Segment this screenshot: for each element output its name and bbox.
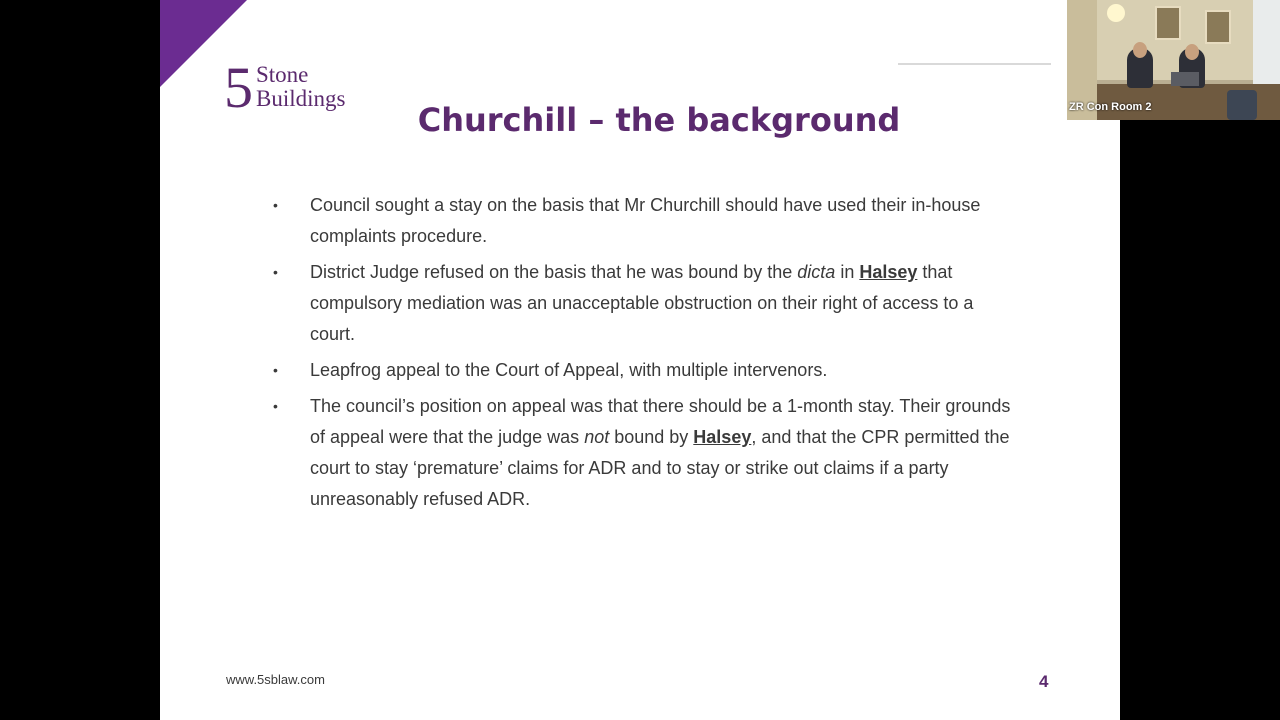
case-reference: Halsey <box>693 427 752 447</box>
bullet-dot-icon: • <box>273 362 278 378</box>
participant-name-label: ZR Con Room 2 <box>1069 101 1152 113</box>
bullet-dot-icon: • <box>273 264 278 280</box>
bullet-text: District Judge refused on the basis that he was bound by the <box>310 262 798 282</box>
bullet-text: that compulsory mediation was an unacceptable obstruction on their right of access to a court. <box>310 262 974 344</box>
emphasis-text: not <box>584 427 610 447</box>
video-laptop <box>1171 72 1199 86</box>
bullet-text: The council’s position on appeal was that there should be a 1-month stay. Their grounds of appeal were that the judge was <box>310 396 1011 447</box>
page-number: 4 <box>1039 672 1049 691</box>
bullet-dot-icon: • <box>273 197 278 213</box>
footer-url: www.5sblaw.com <box>226 672 325 687</box>
logo-digit: 5 <box>224 55 253 120</box>
video-picture-frame <box>1205 10 1231 44</box>
bullet-item <box>270 355 1020 386</box>
bullet-text: , and that the CPR permitted the court to stay ‘premature’ claims for ADR and to stay or strike out claims if a party unreasonably refused ADR. <box>310 427 1010 509</box>
bullet-text: Council sought a stay on the basis that Mr Churchill should have used their in-house complaints procedure. <box>310 195 981 246</box>
bullet-list <box>270 190 1020 520</box>
participant-video-tile[interactable] <box>1067 0 1280 120</box>
bullet-dot-icon: • <box>273 398 278 414</box>
video-chair <box>1227 90 1257 120</box>
case-reference: Halsey <box>859 262 918 282</box>
slide-title: Churchill – the background <box>417 101 901 139</box>
video-lamp <box>1107 4 1125 22</box>
logo-word-buildings: Buildings <box>256 86 346 111</box>
video-person-head <box>1133 42 1147 58</box>
bullet-item <box>270 257 1020 350</box>
bullet-item <box>270 391 1020 515</box>
video-person-head <box>1185 44 1199 60</box>
presentation-slide <box>160 0 1120 720</box>
bullet-text: Leapfrog appeal to the Court of Appeal, with multiple intervenors. <box>310 360 828 380</box>
bullet-text: bound by <box>609 427 694 447</box>
logo-word-stone: Stone <box>256 62 309 87</box>
video-window <box>1253 0 1280 90</box>
video-picture-frame <box>1155 6 1181 40</box>
header-rule <box>898 63 1051 65</box>
bullet-item <box>270 190 1020 252</box>
emphasis-text: dicta <box>797 262 836 282</box>
bullet-text: in <box>835 262 860 282</box>
